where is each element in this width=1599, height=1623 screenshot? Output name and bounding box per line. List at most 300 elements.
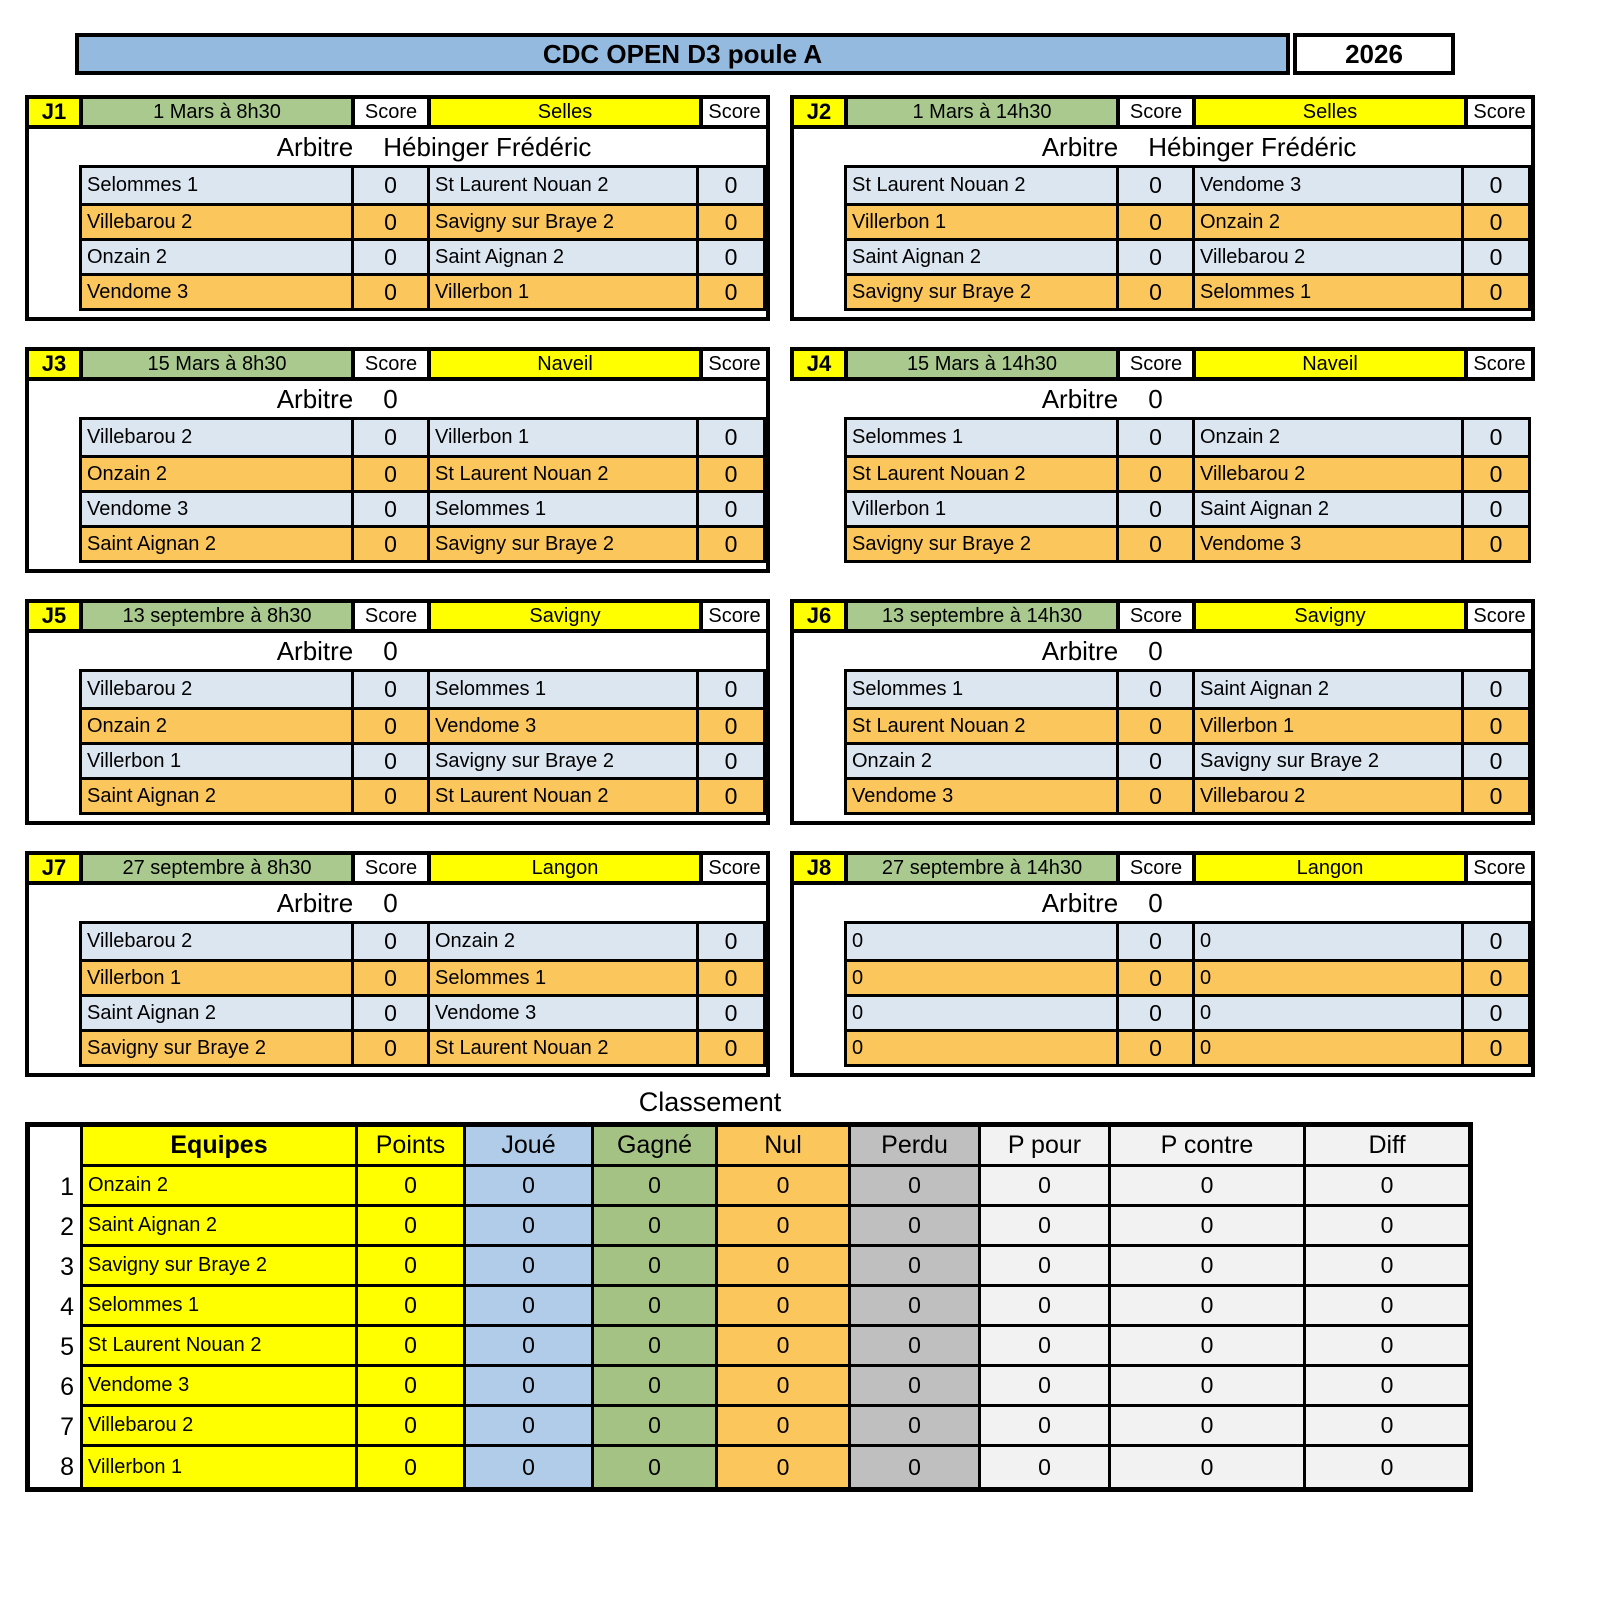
col-header-3: Gagné <box>591 1127 715 1167</box>
home-team-name: 0 <box>847 924 1119 959</box>
away-team-score: 0 <box>724 530 738 557</box>
arbitre-row <box>794 381 1531 417</box>
team-cell: Selommes 1 <box>80 1287 355 1327</box>
diff-cell: 0 <box>1303 1367 1468 1407</box>
joue-cell: 0 <box>463 1247 591 1287</box>
away-team-name: Villerbon 1 <box>1195 710 1464 742</box>
classement-title: Classement <box>638 1087 782 1117</box>
col-header-1: Points <box>355 1127 463 1167</box>
home-team-name: Savigny sur Braye 2 <box>847 276 1119 308</box>
block-header <box>25 599 770 633</box>
page-title: CDC OPEN D3 poule A <box>75 33 1290 75</box>
match-row <box>847 273 1528 308</box>
arbitre-label: Arbitre <box>1041 887 1119 918</box>
points-cell: 0 <box>355 1367 463 1407</box>
home-team-name: Saint Aignan 2 <box>82 528 354 560</box>
nul-cell: 0 <box>715 1207 848 1247</box>
away-team-score: 0 <box>724 495 738 522</box>
block-body <box>25 129 770 321</box>
away-team-name: Selommes 1 <box>430 962 699 994</box>
rank-cell: 3 <box>30 1247 80 1287</box>
away-team-score: 0 <box>1489 208 1503 235</box>
home-team-name: Villerbon 1 <box>82 962 354 994</box>
away-team-name: Savigny sur Braye 2 <box>430 745 699 777</box>
score-header-left: Score <box>1120 99 1196 125</box>
title-bar <box>75 33 1599 75</box>
match-row <box>847 455 1528 490</box>
home-team-name: Onzain 2 <box>82 458 354 490</box>
match-row <box>82 959 763 994</box>
diff-cell: 0 <box>1303 1167 1468 1207</box>
classement-row <box>30 1367 1468 1407</box>
gagne-cell: 0 <box>591 1447 715 1487</box>
points-cell: 0 <box>355 1287 463 1327</box>
team-cell: Saint Aignan 2 <box>80 1207 355 1247</box>
team-cell: Vendome 3 <box>80 1367 355 1407</box>
journee-label: J1 <box>29 99 83 125</box>
classement-row <box>30 1167 1468 1207</box>
match-row <box>82 420 763 455</box>
col-header-6: P pour <box>978 1127 1108 1167</box>
away-team-score: 0 <box>1489 999 1503 1026</box>
joue-cell: 0 <box>463 1167 591 1207</box>
match-date: 1 Mars à 14h30 <box>848 99 1120 125</box>
col-header-8: Diff <box>1303 1127 1468 1167</box>
home-team-name: Villebarou 2 <box>82 206 354 238</box>
rank-cell: 5 <box>30 1327 80 1367</box>
block-header <box>790 851 1535 885</box>
match-row <box>82 742 763 777</box>
home-team-score: 0 <box>354 493 430 525</box>
match-date: 13 septembre à 14h30 <box>848 603 1120 629</box>
nul-cell: 0 <box>715 1327 848 1367</box>
match-row <box>847 525 1528 560</box>
p_pour-cell: 0 <box>978 1207 1108 1247</box>
arbitre-row <box>794 633 1531 669</box>
away-team-name: Villebarou 2 <box>1195 241 1464 273</box>
arbitre-row <box>29 129 766 165</box>
match-date: 1 Mars à 8h30 <box>83 99 355 125</box>
journee-label: J5 <box>29 603 83 629</box>
venue-label: Savigny <box>431 603 703 629</box>
arbitre-name: Hébinger Frédéric <box>1148 131 1357 162</box>
diff-cell: 0 <box>1303 1287 1468 1327</box>
away-team-name: Savigny sur Braye 2 <box>1195 745 1464 777</box>
year-badge: 2026 <box>1293 33 1455 75</box>
away-team-name: Vendome 3 <box>430 710 699 742</box>
home-team-name: Villerbon 1 <box>847 493 1119 525</box>
match-row <box>847 994 1528 1029</box>
journee-label: J3 <box>29 351 83 377</box>
away-team-score: 0 <box>724 747 738 774</box>
joue-cell: 0 <box>463 1447 591 1487</box>
points-cell: 0 <box>355 1407 463 1447</box>
away-team-name: Saint Aignan 2 <box>1195 493 1464 525</box>
away-team-score: 0 <box>1489 712 1503 739</box>
p_contre-cell: 0 <box>1108 1367 1303 1407</box>
match-row <box>82 490 763 525</box>
home-team-score: 0 <box>354 241 430 273</box>
away-team-score: 0 <box>724 243 738 270</box>
p_contre-cell: 0 <box>1108 1167 1303 1207</box>
p_contre-cell: 0 <box>1108 1247 1303 1287</box>
venue-label: Selles <box>1196 99 1468 125</box>
home-team-score: 0 <box>354 672 430 707</box>
home-team-name: Villebarou 2 <box>82 420 354 455</box>
venue-label: Langon <box>431 855 703 881</box>
p_contre-cell: 0 <box>1108 1207 1303 1247</box>
away-team-score: 0 <box>724 782 738 809</box>
home-team-name: Selommes 1 <box>847 420 1119 455</box>
points-cell: 0 <box>355 1207 463 1247</box>
arbitre-row <box>29 381 766 417</box>
home-team-score: 0 <box>1119 997 1195 1029</box>
journee-label: J7 <box>29 855 83 881</box>
perdu-cell: 0 <box>848 1367 978 1407</box>
match-grid <box>79 165 766 311</box>
home-team-name: Saint Aignan 2 <box>847 241 1119 273</box>
score-header-left: Score <box>1120 351 1196 377</box>
points-cell: 0 <box>355 1327 463 1367</box>
joue-cell: 0 <box>463 1327 591 1367</box>
rank-cell: 6 <box>30 1367 80 1407</box>
arbitre-label: Arbitre <box>1041 383 1119 414</box>
away-team-name: Onzain 2 <box>1195 420 1464 455</box>
away-team-score: 0 <box>724 676 738 702</box>
block-body <box>25 885 770 1077</box>
rank-cell: 8 <box>30 1447 80 1487</box>
home-team-name: Villerbon 1 <box>82 745 354 777</box>
p_pour-cell: 0 <box>978 1407 1108 1447</box>
away-team-score: 0 <box>1489 460 1503 487</box>
p_pour-cell: 0 <box>978 1247 1108 1287</box>
home-team-name: Villebarou 2 <box>82 672 354 707</box>
away-team-score: 0 <box>1489 747 1503 774</box>
home-team-score: 0 <box>354 528 430 560</box>
journee-label: J6 <box>794 603 848 629</box>
score-header-left: Score <box>355 855 431 881</box>
block-body <box>790 381 1535 573</box>
arbitre-label: Arbitre <box>276 887 354 918</box>
match-row <box>847 168 1528 203</box>
diff-cell: 0 <box>1303 1247 1468 1287</box>
home-team-name: Saint Aignan 2 <box>82 997 354 1029</box>
perdu-cell: 0 <box>848 1247 978 1287</box>
nul-cell: 0 <box>715 1287 848 1327</box>
match-grid <box>79 417 766 563</box>
home-team-name: 0 <box>847 997 1119 1029</box>
match-row <box>82 273 763 308</box>
away-team-score: 0 <box>1489 243 1503 270</box>
match-grid <box>79 669 766 815</box>
home-team-score: 0 <box>1119 276 1195 308</box>
col-header-2: Joué <box>463 1127 591 1167</box>
p_contre-cell: 0 <box>1108 1407 1303 1447</box>
score-header-right: Score <box>703 855 766 881</box>
away-team-score: 0 <box>724 964 738 991</box>
arbitre-name: 0 <box>1148 383 1163 414</box>
venue-label: Naveil <box>1196 351 1468 377</box>
score-header-right: Score <box>703 603 766 629</box>
away-team-score: 0 <box>724 460 738 487</box>
home-team-score: 0 <box>1119 241 1195 273</box>
nul-cell: 0 <box>715 1407 848 1447</box>
away-team-name: St Laurent Nouan 2 <box>430 458 699 490</box>
p_contre-cell: 0 <box>1108 1447 1303 1487</box>
match-row <box>82 672 763 707</box>
classement-row <box>30 1327 1468 1367</box>
away-team-name: Villebarou 2 <box>1195 780 1464 812</box>
match-row <box>82 203 763 238</box>
p_pour-cell: 0 <box>978 1447 1108 1487</box>
team-cell: Onzain 2 <box>80 1167 355 1207</box>
match-block-j5 <box>25 599 770 825</box>
match-row <box>847 420 1528 455</box>
block-body <box>25 633 770 825</box>
match-block-j2 <box>790 95 1535 321</box>
block-header <box>790 599 1535 633</box>
match-row <box>847 777 1528 812</box>
away-team-score: 0 <box>1489 676 1503 702</box>
match-row <box>82 707 763 742</box>
home-team-name: Selommes 1 <box>847 672 1119 707</box>
score-header-right: Score <box>1468 99 1531 125</box>
home-team-name: Savigny sur Braye 2 <box>82 1032 354 1064</box>
arbitre-row <box>794 885 1531 921</box>
home-team-score: 0 <box>1119 206 1195 238</box>
match-row <box>82 1029 763 1064</box>
home-team-score: 0 <box>1119 493 1195 525</box>
score-header-left: Score <box>355 99 431 125</box>
gagne-cell: 0 <box>591 1287 715 1327</box>
home-team-score: 0 <box>1119 1032 1195 1064</box>
match-row <box>82 238 763 273</box>
joue-cell: 0 <box>463 1287 591 1327</box>
points-cell: 0 <box>355 1447 463 1487</box>
match-row <box>847 1029 1528 1064</box>
match-row <box>82 455 763 490</box>
classement-row <box>30 1447 1468 1487</box>
home-team-score: 0 <box>1119 672 1195 707</box>
home-team-name: 0 <box>847 962 1119 994</box>
block-body <box>790 885 1535 1077</box>
nul-cell: 0 <box>715 1247 848 1287</box>
match-row <box>847 924 1528 959</box>
rank-cell: 7 <box>30 1407 80 1447</box>
away-team-score: 0 <box>724 928 738 954</box>
match-block-j6 <box>790 599 1535 825</box>
arbitre-name: 0 <box>1148 635 1163 666</box>
perdu-cell: 0 <box>848 1407 978 1447</box>
away-team-score: 0 <box>724 712 738 739</box>
match-row <box>82 994 763 1029</box>
venue-label: Langon <box>1196 855 1468 881</box>
match-row <box>82 525 763 560</box>
away-team-name: Onzain 2 <box>430 924 699 959</box>
away-team-score: 0 <box>724 278 738 305</box>
home-team-score: 0 <box>354 710 430 742</box>
points-cell: 0 <box>355 1247 463 1287</box>
score-header-right: Score <box>1468 603 1531 629</box>
home-team-score: 0 <box>1119 168 1195 203</box>
away-team-score: 0 <box>1489 1034 1503 1061</box>
away-team-name: Villerbon 1 <box>430 420 699 455</box>
block-header <box>25 95 770 129</box>
score-header-right: Score <box>1468 855 1531 881</box>
home-team-score: 0 <box>1119 458 1195 490</box>
perdu-cell: 0 <box>848 1447 978 1487</box>
match-date: 27 septembre à 8h30 <box>83 855 355 881</box>
p_pour-cell: 0 <box>978 1367 1108 1407</box>
away-team-name: Onzain 2 <box>1195 206 1464 238</box>
home-team-name: Villerbon 1 <box>847 206 1119 238</box>
nul-cell: 0 <box>715 1447 848 1487</box>
gagne-cell: 0 <box>591 1367 715 1407</box>
joue-cell: 0 <box>463 1367 591 1407</box>
gagne-cell: 0 <box>591 1167 715 1207</box>
arbitre-row <box>29 885 766 921</box>
match-date: 15 Mars à 14h30 <box>848 351 1120 377</box>
perdu-cell: 0 <box>848 1167 978 1207</box>
p_contre-cell: 0 <box>1108 1287 1303 1327</box>
away-team-name: Villerbon 1 <box>430 276 699 308</box>
gagne-cell: 0 <box>591 1407 715 1447</box>
match-grid <box>844 417 1531 563</box>
home-team-name: St Laurent Nouan 2 <box>847 168 1119 203</box>
block-header <box>790 347 1535 381</box>
rank-cell: 1 <box>30 1167 80 1207</box>
nul-cell: 0 <box>715 1367 848 1407</box>
away-team-name: Saint Aignan 2 <box>1195 672 1464 707</box>
match-row <box>847 742 1528 777</box>
match-row <box>847 959 1528 994</box>
away-team-score: 0 <box>1489 530 1503 557</box>
arbitre-name: 0 <box>383 383 398 414</box>
away-team-score: 0 <box>724 208 738 235</box>
away-team-name: Selommes 1 <box>1195 276 1464 308</box>
score-header-left: Score <box>1120 603 1196 629</box>
score-header-left: Score <box>1120 855 1196 881</box>
journee-label: J8 <box>794 855 848 881</box>
block-body <box>790 633 1535 825</box>
away-team-score: 0 <box>1489 495 1503 522</box>
away-team-score: 0 <box>1489 782 1503 809</box>
perdu-cell: 0 <box>848 1327 978 1367</box>
home-team-score: 0 <box>1119 924 1195 959</box>
away-team-name: St Laurent Nouan 2 <box>430 780 699 812</box>
arbitre-label: Arbitre <box>276 383 354 414</box>
col-header-0: Equipes <box>80 1127 355 1167</box>
arbitre-row <box>794 129 1531 165</box>
home-team-name: Saint Aignan 2 <box>82 780 354 812</box>
venue-label: Naveil <box>431 351 703 377</box>
col-header-7: P contre <box>1108 1127 1303 1167</box>
home-team-score: 0 <box>354 745 430 777</box>
home-team-name: Onzain 2 <box>82 241 354 273</box>
classement-table <box>25 1122 1473 1492</box>
points-cell: 0 <box>355 1167 463 1207</box>
home-team-name: Vendome 3 <box>847 780 1119 812</box>
team-cell: Villebarou 2 <box>80 1407 355 1447</box>
gagne-cell: 0 <box>591 1207 715 1247</box>
match-row <box>847 238 1528 273</box>
match-block-j4 <box>790 347 1535 573</box>
block-header <box>25 851 770 885</box>
match-row <box>82 168 763 203</box>
home-team-name: 0 <box>847 1032 1119 1064</box>
match-date: 15 Mars à 8h30 <box>83 351 355 377</box>
arbitre-name: Hébinger Frédéric <box>383 131 592 162</box>
away-team-name: 0 <box>1195 1032 1464 1064</box>
arbitre-name: 0 <box>383 887 398 918</box>
score-header-right: Score <box>703 99 766 125</box>
match-blocks-grid <box>25 95 1599 1077</box>
away-team-name: 0 <box>1195 962 1464 994</box>
gagne-cell: 0 <box>591 1247 715 1287</box>
arbitre-name: 0 <box>383 635 398 666</box>
away-team-name: Vendome 3 <box>430 997 699 1029</box>
away-team-score: 0 <box>1489 172 1503 198</box>
away-team-score: 0 <box>1489 964 1503 991</box>
classement-header-row <box>30 1127 1468 1167</box>
home-team-score: 0 <box>354 1032 430 1064</box>
away-team-score: 0 <box>1489 278 1503 305</box>
match-row <box>847 707 1528 742</box>
col-header-4: Nul <box>715 1127 848 1167</box>
block-header <box>25 347 770 381</box>
match-date: 27 septembre à 14h30 <box>848 855 1120 881</box>
block-body <box>25 381 770 573</box>
arbitre-name: 0 <box>1148 887 1163 918</box>
match-block-j1 <box>25 95 770 321</box>
diff-cell: 0 <box>1303 1327 1468 1367</box>
venue-label: Savigny <box>1196 603 1468 629</box>
match-block-j7 <box>25 851 770 1077</box>
home-team-score: 0 <box>354 168 430 203</box>
perdu-cell: 0 <box>848 1207 978 1247</box>
home-team-name: St Laurent Nouan 2 <box>847 458 1119 490</box>
home-team-name: Vendome 3 <box>82 493 354 525</box>
p_contre-cell: 0 <box>1108 1327 1303 1367</box>
venue-label: Selles <box>431 99 703 125</box>
match-row <box>847 672 1528 707</box>
home-team-score: 0 <box>1119 710 1195 742</box>
home-team-score: 0 <box>354 458 430 490</box>
classement-row <box>30 1287 1468 1327</box>
home-team-score: 0 <box>354 962 430 994</box>
away-team-name: Vendome 3 <box>1195 528 1464 560</box>
rank-header <box>30 1127 80 1167</box>
away-team-name: St Laurent Nouan 2 <box>430 168 699 203</box>
away-team-name: Saint Aignan 2 <box>430 241 699 273</box>
rank-cell: 2 <box>30 1207 80 1247</box>
p_pour-cell: 0 <box>978 1327 1108 1367</box>
match-row <box>82 924 763 959</box>
p_pour-cell: 0 <box>978 1287 1108 1327</box>
home-team-score: 0 <box>354 420 430 455</box>
home-team-name: Onzain 2 <box>847 745 1119 777</box>
away-team-name: Villebarou 2 <box>1195 458 1464 490</box>
away-team-name: Selommes 1 <box>430 672 699 707</box>
score-header-right: Score <box>703 351 766 377</box>
home-team-score: 0 <box>1119 780 1195 812</box>
home-team-name: St Laurent Nouan 2 <box>847 710 1119 742</box>
rank-cell: 4 <box>30 1287 80 1327</box>
diff-cell: 0 <box>1303 1207 1468 1247</box>
gagne-cell: 0 <box>591 1327 715 1367</box>
journee-label: J2 <box>794 99 848 125</box>
away-team-name: Savigny sur Braye 2 <box>430 528 699 560</box>
